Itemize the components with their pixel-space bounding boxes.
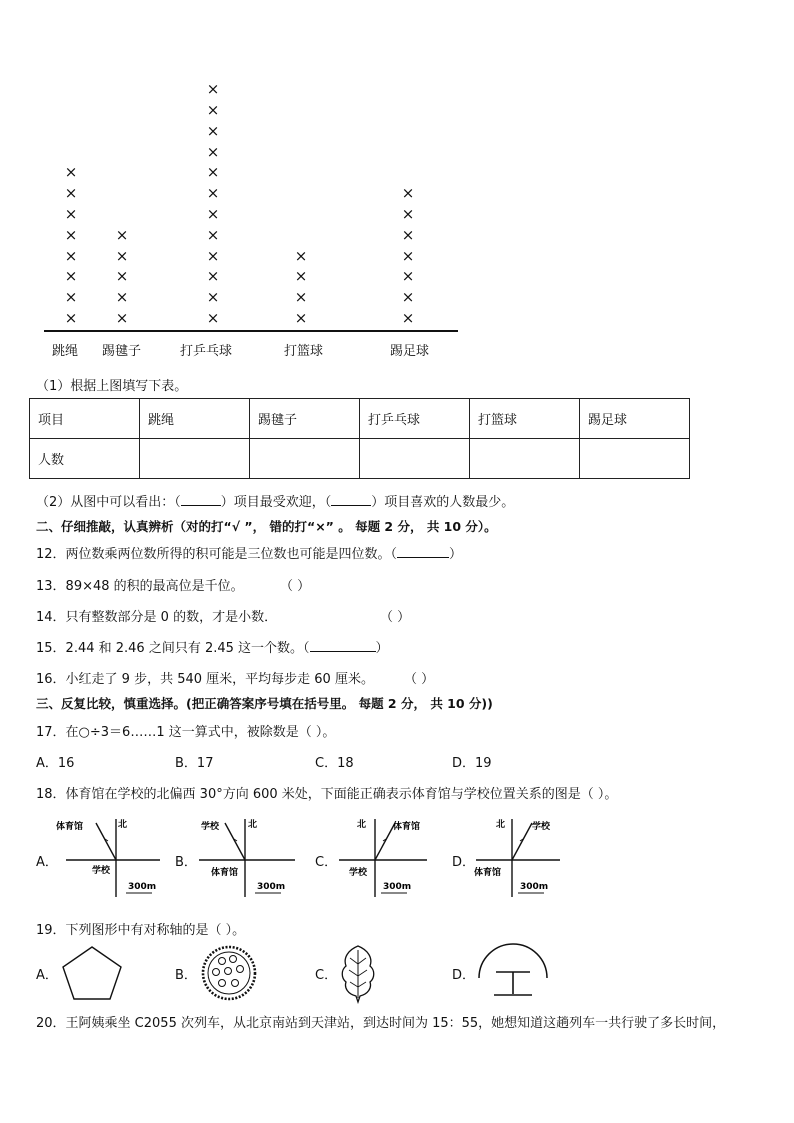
scale-label: 300m [128,882,157,892]
table-row [30,399,690,439]
table-cell: 人数 [30,439,140,479]
category-label: 踢毽子 [102,344,142,359]
pentagon-shape [60,944,124,1002]
table-cell: 踢毽子 [250,399,360,439]
north-label: 北 [248,820,258,830]
gym-label: 体育馆 [56,822,84,832]
dot-plot-mark: × [115,309,129,327]
table-cell: 跳绳 [140,399,250,439]
scale-label: 300m [257,882,286,892]
option-c[interactable]: C． [315,968,338,983]
dot-plot-mark: × [206,80,220,99]
dot-plot-mark: × [206,163,220,182]
dot-plot-mark: × [115,225,129,244]
dot-plot-mark: × [115,267,129,286]
gym-label: 体育馆 [211,868,239,878]
section2-title: 二、仔细推敲，认真辨析（对的打“√ ”， 错的打“×” 。 每题 2 分， 共 10 分）。 [36,519,497,534]
question-text: 12．两位数乘两位数所得的积可能是三位数也可能是四位数。（ [36,547,398,562]
compass-diagram-b [195,815,305,900]
option-b[interactable]: B． [175,968,197,983]
table-cell: 踢足球 [580,399,690,439]
dot-plot-mark: × [401,225,415,244]
answer-blank[interactable]: （ ） [404,672,435,687]
answer-blank[interactable] [331,493,371,506]
answer-cell[interactable] [250,439,360,479]
option-b[interactable]: B．17 [175,756,214,771]
question-18-stem: 18．体育馆在学校的北偏西 30°方向 600 米处，下面能正确表示体育馆与学校位置关系的图是（ ）。 [36,787,618,802]
dot-plot-mark: × [64,225,78,244]
dot-plot-mark: × [294,288,308,307]
dot-plot-mark: × [401,246,415,265]
table-cell: 项目 [30,399,140,439]
answer-blank[interactable]: （ ） [380,610,411,625]
dot-plot-mark: × [206,288,220,307]
dot-plot-mark: × [294,246,308,265]
category-label: 打乒乓球 [180,344,233,359]
compass-diagram-c [335,815,445,900]
dot-plot-mark: × [64,246,78,265]
option-a[interactable]: A．16 [36,756,75,771]
option-a[interactable]: A． [36,968,58,983]
q2-text: ）项目喜欢的人数最少。 [371,495,515,510]
option-d[interactable]: D． [452,855,476,870]
option-c[interactable]: C． [315,855,338,870]
north-label: 北 [357,820,367,830]
leaf-shape [338,942,378,1004]
question-15 [36,637,389,656]
dot-plot-mark: × [401,184,415,203]
north-label: 北 [496,820,506,830]
section3-title: 三、反复比较，慎重选择。(把正确答案序号填在括号里。 每题 2 分， 共 10 分)) [36,696,493,711]
north-label: 北 [118,820,128,830]
question-20-stem: 20．王阿姨乘坐 C2055 次列车，从北京南站到天津站，到达时间为 15：55，她想知道这趟列车一共行驶了多长时间， [36,1016,726,1031]
answer-blank[interactable] [181,493,221,506]
option-d[interactable]: D．19 [452,756,492,771]
dot-plot-mark: × [64,184,78,203]
q2-text: （2）从图中可以看出：（ [36,495,181,510]
question-16 [36,668,435,687]
school-label: 学校 [532,822,551,832]
question-17-stem: 17．在○÷3＝6……1 这一算式中，被除数是（ ）。 [36,725,336,740]
dot-plot-mark: × [64,205,78,223]
q2-line [36,491,514,510]
answer-blank[interactable]: （ ） [280,579,311,594]
question-12 [36,543,462,562]
dot-plot-mark: × [64,309,78,327]
answer-cell[interactable] [360,439,470,479]
dot-plot-mark: × [401,205,415,223]
q1-instruction: （1）根据上图填写下表。 [36,379,188,394]
table-row [30,439,690,479]
question-text: ） [449,547,463,562]
dot-plot-mark: × [206,205,220,223]
category-label: 跳绳 [52,344,79,359]
option-d[interactable]: D． [452,968,476,983]
question-14 [36,606,411,625]
question-19-stem: 19．下列图形中有对称轴的是（ ）。 [36,923,246,938]
answer-blank[interactable] [310,639,376,652]
school-label: 学校 [92,866,111,876]
dot-plot-mark: × [206,246,220,265]
dot-plot-mark: × [401,267,415,286]
answer-cell[interactable] [140,439,250,479]
dot-plot-mark: × [206,101,220,119]
dot-plot-mark: × [206,225,220,244]
category-label: 打篮球 [284,344,324,359]
scale-label: 300m [520,882,549,892]
circle-dots-shape [200,944,258,1002]
answer-blank[interactable] [397,545,449,558]
dot-plot-mark: × [206,184,220,203]
dot-plot-mark: × [64,163,78,182]
q2-text: ）项目最受欢迎，（ [220,495,332,510]
school-label: 学校 [349,868,368,878]
option-a[interactable]: A． [36,855,58,870]
dot-plot-mark: × [294,267,308,286]
dot-plot-mark: × [115,246,129,265]
scale-label: 300m [383,882,412,892]
dot-plot-mark: × [294,309,308,327]
dot-plot-mark: × [206,309,220,327]
compass-diagram-a [56,815,166,900]
dot-plot-mark: × [401,309,415,327]
question-13 [36,575,311,594]
gym-label: 体育馆 [474,868,502,878]
school-label: 学校 [201,822,220,832]
table-cell: 打乒乓球 [360,399,470,439]
question-text: 13．89×48 的积的最高位是千位。 [36,579,244,594]
dot-plot-mark: × [206,121,220,140]
dot-plot-mark: × [206,142,220,161]
option-b[interactable]: B． [175,855,197,870]
compass-diagram-d [472,815,582,900]
option-c[interactable]: C．18 [315,756,354,771]
dot-plot-mark: × [401,288,415,307]
question-text: ） [375,641,389,656]
gym-label: 体育馆 [393,822,421,832]
answer-cell[interactable] [470,439,580,479]
dot-plot-mark: × [64,288,78,307]
question-text: 15．2.44 和 2.46 之间只有 2.45 这一个数。（ [36,641,310,656]
dot-plot-mark: × [64,267,78,286]
table-cell: 打篮球 [470,399,580,439]
dot-plot-mark: × [206,267,220,286]
dot-plot-baseline [44,330,458,332]
answer-cell[interactable] [580,439,690,479]
dot-plot-mark: × [115,288,129,307]
question-text: 16．小红走了 9 步，共 540 厘米，平均每步走 60 厘米。 [36,672,374,687]
question-text: 14．只有整数部分是 0 的数，才是小数． [36,610,278,625]
answer-table [29,398,690,479]
dot-plot [0,0,794,360]
arch-shape [476,942,550,1000]
category-label: 踢足球 [390,344,430,359]
